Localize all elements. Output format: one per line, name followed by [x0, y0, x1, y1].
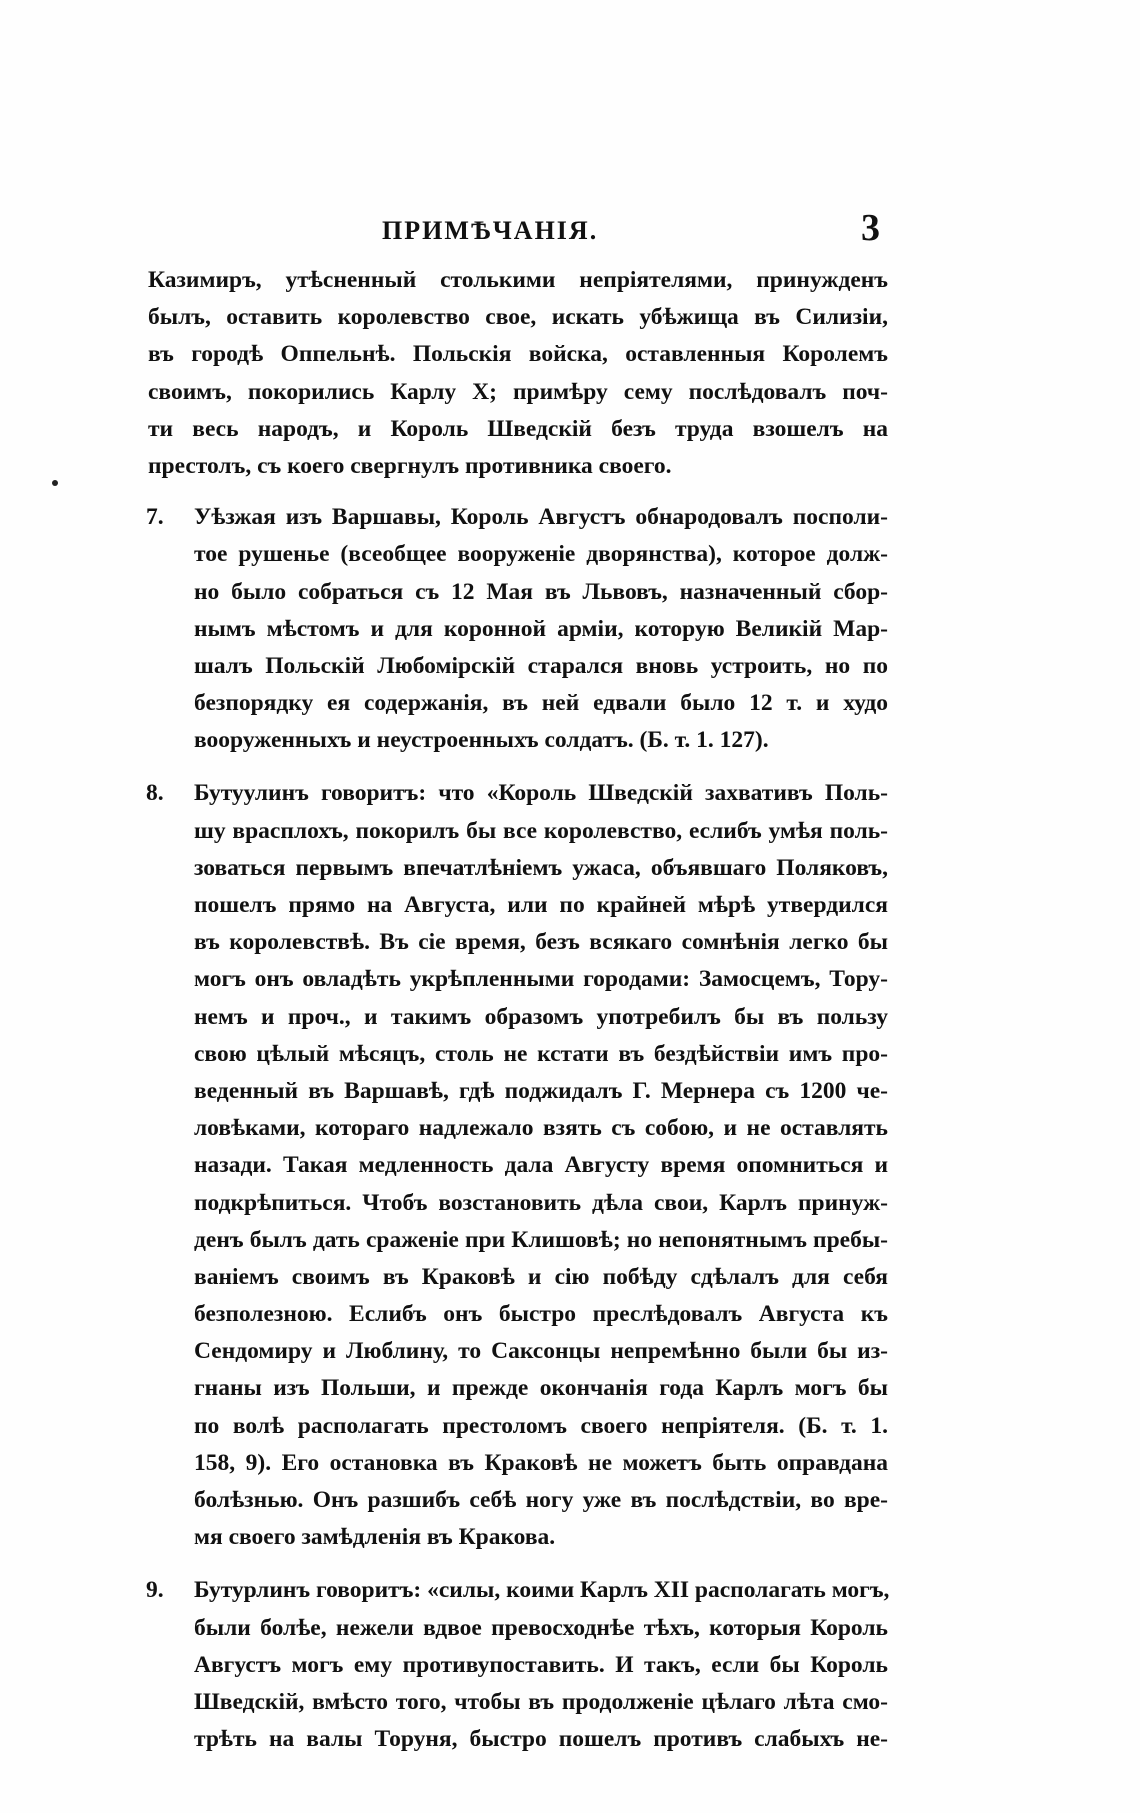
text-line: вооруженныхъ и неустроенныхъ солдатъ. (Б. т. 1. 127).: [194, 727, 769, 754]
text-line: свою цѣлый мѣсяцъ, столь не кстати въ бездѣйствіи имъ про-: [194, 1040, 888, 1067]
text-line: шалъ Польскій Любомірскій старался вновь устроить, но по: [194, 652, 888, 679]
text-line: нымъ мѣстомъ и для коронной арміи, которую Великій Мар-: [194, 615, 888, 642]
text-line: пошелъ прямо на Августа, или по крайней мѣрѣ утвердился: [194, 892, 888, 918]
text-line: своимъ, покорились Карлу X; примѣру сему послѣдовалъ поч-: [148, 378, 888, 405]
text-line: денъ былъ дать сраженіе при Клишовѣ; но непонятнымъ пребы-: [194, 1226, 888, 1253]
text-line: Шведскій, вмѣсто того, чтобы въ продолженіе цѣлаго лѣта смо-: [194, 1688, 888, 1715]
text-line: Уѣзжая изъ Варшавы, Король Августъ обнародовалъ посполи-: [194, 504, 888, 531]
text-line: веденный въ Варшавѣ, гдѣ поджидалъ Г. Мернера съ 1200 че-: [194, 1077, 888, 1104]
text-line: трѣть на валы Торуня, быстро пошелъ противъ слабыхъ не-: [194, 1726, 888, 1753]
text-line: Августъ могъ ему противупоставить. И такъ, если бы Король: [194, 1651, 888, 1678]
text-line: престолъ, съ коего свергнулъ противника своего.: [148, 452, 672, 479]
running-title: ПРИМѢЧАНІЯ.: [382, 216, 599, 245]
page-header: [360, 207, 880, 260]
text-line: безполезною. Еслибъ онъ быстро преслѣдовалъ Августа къ: [194, 1301, 888, 1328]
text-line: ти весь народъ, и Король Шведскій безъ труда взошелъ на: [148, 415, 888, 442]
note-8: [148, 775, 888, 1556]
text-line: въ королевствѣ. Въ сіе время, безъ всякаго сомнѣнія легко бы: [194, 929, 888, 956]
note-number: 9.: [146, 1577, 164, 1604]
text-line: могъ онъ овладѣть укрѣпленными городами: Замосцемъ, Тору-: [194, 966, 888, 993]
text-line: гнаны изъ Польши, и прежде окончанія года Карлъ могъ бы: [194, 1375, 888, 1402]
text-line: безпорядку ея содержанія, въ ней едвали было 12 т. и худо: [194, 690, 888, 717]
text-line: немъ и проч., и такимъ образомъ употребилъ бы въ пользу: [194, 1003, 888, 1030]
body-text: [148, 262, 888, 1774]
text-line: тое рушенье (всеобщее вооруженіе дворянства), которое долж-: [194, 541, 888, 568]
text-line: ловѣками, котораго надлежало взять съ собою, и не оставлять: [194, 1115, 888, 1142]
text-line: назади. Такая медленность дала Августу время опомниться и: [194, 1152, 888, 1179]
text-line: были болѣе, нежели вдвое превосходнѣе тѣхъ, которыя Король: [194, 1614, 888, 1641]
text-line: въ городѣ Оппельнѣ. Польскія войска, оставленныя Королемъ: [148, 341, 888, 368]
text-line: Казимиръ, утѣсненный столькими непріятелями, принужденъ: [148, 267, 888, 293]
text-line: подкрѣпиться. Чтобъ возстановить дѣла свои, Карлъ принуж-: [194, 1189, 888, 1216]
note-number: 7.: [146, 504, 164, 531]
text-line: шу врасплохъ, покорилъ бы все королевство, еслибъ умѣя поль-: [194, 817, 888, 844]
intro-paragraph: [148, 262, 888, 485]
note-7: [148, 499, 888, 759]
text-line: болѣзнью. Онъ разшибъ себѣ ногу уже въ послѣдствіи, во вре-: [194, 1487, 888, 1513]
text-line: 158, 9). Его остановка въ Краковѣ не можетъ быть оправдана: [194, 1449, 888, 1476]
text-line: Сендомиру и Люблину, то Саксонцы непремѣнно были бы из-: [194, 1338, 888, 1365]
text-line: но было собраться съ 12 Мая въ Львовъ, назначенный сбор-: [194, 578, 888, 605]
page-number: 3: [861, 207, 880, 249]
print-speck-mark: [52, 480, 58, 486]
text-line: мя своего замѣдленія въ Кракова.: [194, 1524, 556, 1551]
text-line: Бутурлинъ говоритъ: «силы, коими Карлъ XII располагать могъ,: [194, 1577, 890, 1604]
text-line: по волѣ располагать престоломъ своего непріятеля. (Б. т. 1.: [194, 1412, 888, 1439]
note-number: 8.: [146, 780, 164, 807]
text-line: былъ, оставить королевство свое, искать убѣжища въ Силизіи,: [148, 304, 888, 331]
text-line: Бутуулинъ говоритъ: что «Король Шведскій захвативъ Поль-: [194, 780, 888, 807]
text-line: ваніемъ своимъ въ Краковѣ и сію побѣду сдѣлалъ для себя: [194, 1263, 888, 1290]
note-9: [148, 1572, 888, 1758]
text-line: зоваться первымъ впечатлѣніемъ ужаса, объявшаго Поляковъ,: [194, 854, 888, 881]
